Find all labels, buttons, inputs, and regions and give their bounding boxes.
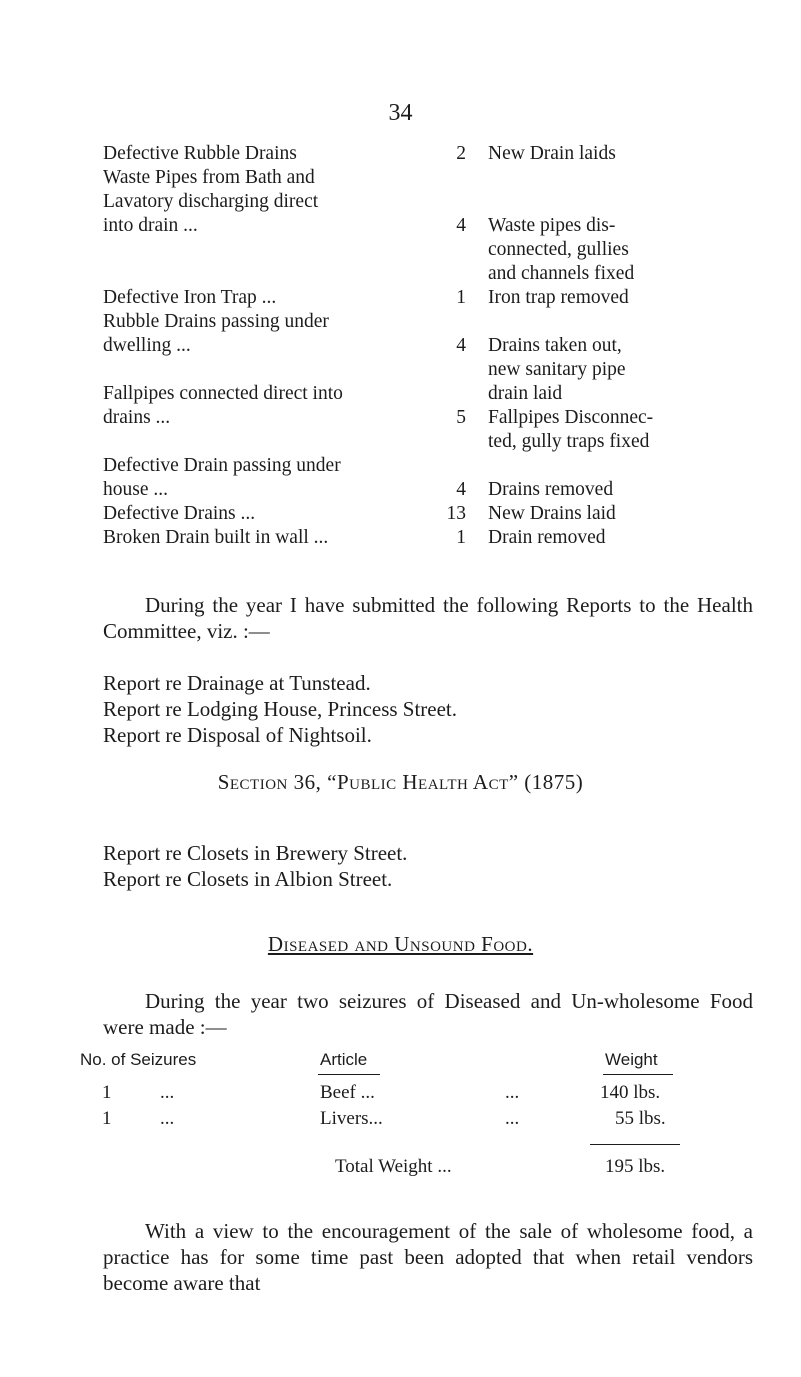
food-intro: During the year two seizures of Diseased and Un-wholesome Food were made :— xyxy=(103,989,753,1039)
seizure-article: Livers... xyxy=(320,1108,383,1129)
action-cell: New Drain laids xyxy=(488,143,616,164)
defect-cell: Defective Rubble Drains xyxy=(103,143,297,164)
header-weight: Weight xyxy=(605,1050,658,1069)
action-cell: Drains removed xyxy=(488,479,614,500)
defect-cell: Defective Drain passing under house ... xyxy=(103,455,341,500)
count-cell: 4 xyxy=(456,215,466,236)
seizure-article: Beef ... xyxy=(320,1082,375,1103)
defect-cell: Rubble Drains passing under dwelling ... xyxy=(103,311,329,356)
defect-cell: Defective Iron Trap ... xyxy=(103,287,277,308)
seizure-count: 1 xyxy=(102,1108,112,1129)
report-item: Report re Disposal of Nightsoil. xyxy=(103,723,372,747)
total-rule xyxy=(590,1144,680,1145)
total-label: Total Weight ... xyxy=(335,1156,452,1177)
seizure-weight: 55 lbs. xyxy=(615,1108,666,1129)
report-item: Report re Closets in Brewery Street. xyxy=(103,841,408,865)
food-heading-text: Diseased and Unsound Food. xyxy=(267,932,534,956)
action-cell: Drain removed xyxy=(488,527,606,548)
count-cell: 5 xyxy=(456,407,466,428)
defect-cell: Broken Drain built in wall ... xyxy=(103,527,329,548)
count-cell: 4 xyxy=(456,479,466,500)
header-seizures: No. of Seizures xyxy=(80,1050,197,1069)
count-cell: 1 xyxy=(456,287,466,308)
count-cell: 4 xyxy=(456,335,466,356)
total-value: 195 lbs. xyxy=(605,1156,666,1177)
count-cell: 2 xyxy=(456,143,466,164)
food-heading xyxy=(0,932,801,957)
section-heading: Section 36, “Public Health Act” (1875) xyxy=(217,770,584,794)
defect-cell: Waste Pipes from Bath and Lavatory discharging direct into drain ... xyxy=(103,167,319,236)
report-item: Report re Drainage at Tunstead. xyxy=(103,671,371,695)
action-cell: Drains taken out, new sanitary pipe drain laid xyxy=(488,335,626,404)
action-cell: Iron trap removed xyxy=(488,287,629,308)
action-cell: Waste pipes dis- connected, gullies and channels fixed xyxy=(488,215,635,284)
action-cell: New Drains laid xyxy=(488,503,616,524)
leader-dots: ... xyxy=(505,1108,520,1129)
count-cell: 13 xyxy=(446,503,466,524)
report-item: Report re Lodging House, Princess Street. xyxy=(103,697,458,721)
article-underline xyxy=(318,1074,380,1075)
defect-cell: Fallpipes connected direct into drains ... xyxy=(103,383,343,428)
section-reports-list xyxy=(103,840,753,892)
seizure-count: 1 xyxy=(102,1082,112,1103)
leader-dots: ... xyxy=(505,1082,520,1103)
page-number: 34 xyxy=(388,100,413,126)
leader-dots: ... xyxy=(160,1108,175,1129)
reports-list xyxy=(103,670,753,748)
action-cell: Fallpipes Disconnec- ted, gully traps fixed xyxy=(488,407,654,452)
defect-cell: Defective Drains ... xyxy=(103,503,256,524)
report-item: Report re Closets in Albion Street. xyxy=(103,867,393,891)
seizure-weight: 140 lbs. xyxy=(600,1082,661,1103)
reports-intro: During the year I have submitted the following Reports to the Health Committee, viz. :— xyxy=(103,593,753,643)
leader-dots: ... xyxy=(160,1082,175,1103)
count-cell: 1 xyxy=(456,527,466,548)
closing-paragraph: With a view to the encouragement of the sale of wholesome food, a practice has for some time past been adopted that when retail vendors become aware that xyxy=(103,1219,753,1295)
header-article: Article xyxy=(320,1050,368,1069)
weight-underline xyxy=(603,1074,673,1075)
